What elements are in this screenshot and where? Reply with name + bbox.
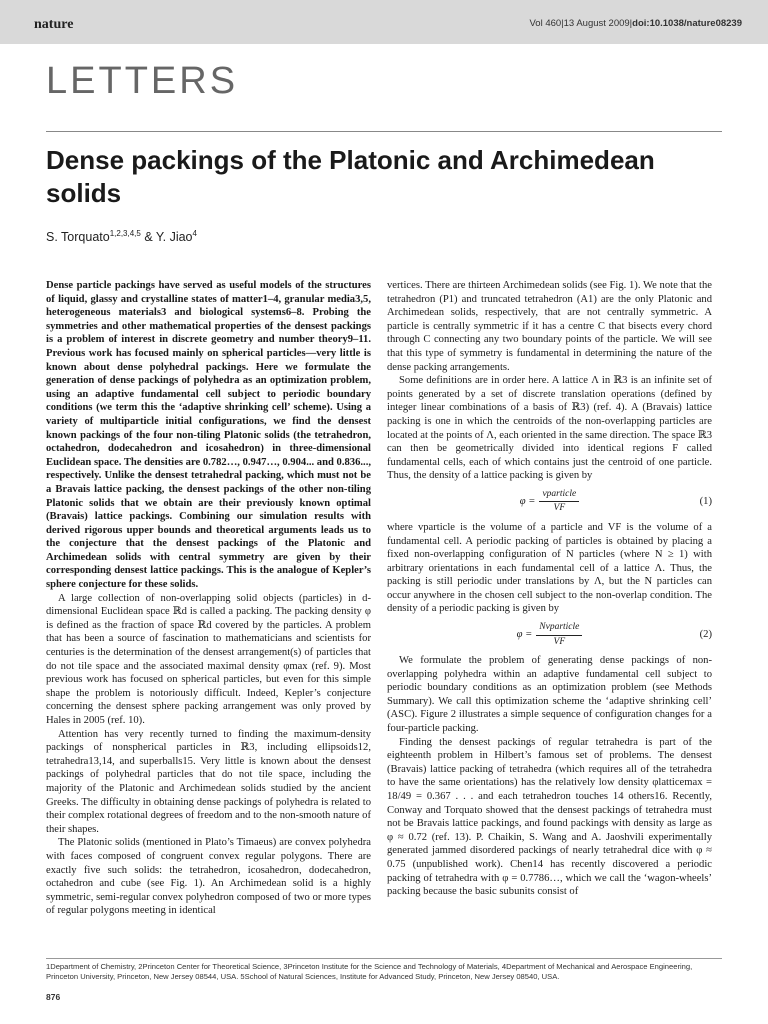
author-2-affiliations: 4 xyxy=(192,229,197,238)
body-paragraph: where vparticle is the volume of a particle and VF is the volume of a fundamental cell. A periodic packing of particles is obtained by placing a fixed non-overlapping configuration of N particles (where N ≥ 1) with arbitrary orientations in each fundamental cell of a lattice Λ. Thus, the packing is still periodic under translations by Λ, but the N particles can occur anywhere in the chosen cell subject to the non-overlap condition. The density of a periodic packing is given by xyxy=(387,521,712,615)
page-number: 876 xyxy=(46,992,61,1002)
equation-number: (1) xyxy=(699,495,712,507)
fraction-numerator: vparticle xyxy=(539,488,579,503)
author-1: S. Torquato xyxy=(46,230,110,245)
equation-2 xyxy=(387,618,712,652)
equation-1 xyxy=(387,485,712,519)
abstract: Dense particle packings have served as useful models of the structures of liquid, glassy and crystalline states of matter1–4, granular media3,5, heterogeneous materials3 and biological systems6–8. Probing the symmetries and other mathematical properties of the densest packings is a problem of interest in discrete geometry and number theory9–11. Previous work has focused mainly on spherical particles—very little is known about dense polyhedral packings. Here we formulate the generation of dense packings of polyhedra as an optimization problem, using an adaptive fundamental cell subject to periodic boundary conditions (we term this the ‘adaptive shrinking cell’ scheme). Using a variety of multiparticle initial configurations, we find the densest known packings of the four non-tiling Platonic solids (the tetrahedron, octahedron, dodecahedron and icosahedron) in three-dimensional Euclidean space. The densities are 0.782…, 0.947…, 0.904... and 0.836..., respectively. Unlike the densest tetrahedral packing, which must not be a Bravais lattice packing, the densest packings of the other non-tiling Platonic solids that we obtain are their previously known optimal (Bravais) lattice packings. Combining our simulation results with derived rigorous upper bounds and theoretical arguments leads us to the conjecture that the densest packings of the Platonic and Archimedean solids with central symmetry are given by their corresponding densest lattice packings. This is the analogue of Kepler’s sphere conjecture for these solids. xyxy=(46,280,371,591)
affiliations-footnote: 1Department of Chemistry, 2Princeton Center for Theoretical Science, 3Princeton Institute for the Science and Technology of Materials, 4Department of Mechanical and Aerospace Engineering, Princeton University, Princeton, New Jersey 08544, USA. 5School of Natural Sciences, Institute for Advanced Study, Princeton, New Jersey 08540, USA. xyxy=(46,962,693,981)
equation-lhs: φ = xyxy=(516,629,533,641)
journal-logo: nature xyxy=(34,17,74,32)
body-paragraph: vertices. There are thirteen Archimedean solids (see Fig. 1). We note that the tetrahedron (P1) and truncated tetrahedron (A1) are the only Platonic and Archimedean solids, respectively, that are not centrally symmetric. A particle is centrally symmetric if it has a centre C that bisects every chord through C connecting any two boundary points of the particle. We will see that this type of symmetry is fundamental in determining the nature of the dense packing arrangements. xyxy=(387,280,712,373)
body-paragraph: Attention has very recently turned to finding the maximum-density packings of nonspherical particles in ℝ3, including ellipsoids12, tetrahedra13,14, and superballs15. Very little is known about the densest packings of polyhedral particles that do not tile space, including the majority of the Platonic and Archimedean solids studied by the ancient Greeks. The difficulty in obtaining dense packings of polyhedra is related to their complex rotational degrees of freedom and to the non-smooth nature of their shapes. xyxy=(46,728,371,835)
article-title: Dense packings of the Platonic and Archimedean solids xyxy=(46,145,655,208)
author-separator: & xyxy=(140,230,156,245)
author-list xyxy=(46,229,197,244)
body-paragraph: A large collection of non-overlapping solid objects (particles) in d-dimensional Euclidean space ℝd is called a packing. The packing density φ is defined as the fraction of space ℝd covered by the particles. A problem that has been a source of fascination to mathematicians and scientists for centuries is the determination of the densest arrangement(s) of particles that do not tile space and the associated maximal density φmax (ref. 9). Most previous work has focused on spherical particles, but even for this simple shape the problem is notoriously difficult. Indeed, Kepler’s conjecture concerning the densest sphere packing arrangement was only proved by Hales in 2005 (ref. 10). xyxy=(46,592,371,726)
journal-header-bar xyxy=(0,0,768,44)
issue-volume-date: Vol 460|13 August 2009| xyxy=(529,18,633,29)
equation-lhs: φ = xyxy=(519,496,536,508)
author-1-affiliations: 1,2,3,4,5 xyxy=(109,229,141,238)
footnote-rule xyxy=(46,958,722,959)
body-paragraph: The Platonic solids (mentioned in Plato’s Timaeus) are convex polyhedra with faces composed of congruent convex regular polygons. There are exactly five such solids: the tetrahedron, icosahedron, dodecahedron, octahedron and cube (see Fig. 1). An Archimedean solid is a highly symmetric, semi-regular convex polyhedron composed of two or more types of regular polygons meeting in identical xyxy=(46,837,371,917)
fraction-denominator: VF xyxy=(553,636,566,647)
fraction-numerator: Nvparticle xyxy=(536,621,582,636)
right-column xyxy=(387,279,712,899)
body-paragraph: Some definitions are in order here. A lattice Λ in ℝ3 is an infinite set of points generated by a set of discrete translation operations (defined by integer linear combinations of a basis of ℝ3) (ref. 4). A (Bravais) lattice packing is one in which the centroids of the non-overlapping particles are located at the points of Λ, each oriented in the same direction. The space ℝ3 can then be geometrically divided into identical regions F called fundamental cells, each of which contains just the centroid of one particle. Thus, the density of a lattice packing is given by xyxy=(387,375,712,482)
equation-fraction xyxy=(539,488,579,516)
left-column xyxy=(46,279,371,918)
body-paragraph: We formulate the problem of generating dense packings of non-overlapping polyhedra within an adaptive fundamental cell subject to periodic boundary conditions as an optimization problem (see Methods Summary). We call this optimization scheme the ‘adaptive shrinking cell’ (ASC). Figure 2 illustrates a simple sequence of configuration changes for a four-particle packing. xyxy=(387,655,712,735)
issue-info xyxy=(529,18,742,29)
author-2: Y. Jiao xyxy=(155,230,193,245)
section-heading: LETTERS xyxy=(46,60,239,102)
body-paragraph: Finding the densest packings of regular tetrahedra is part of the eighteenth problem in Hilbert’s famous set of problems. The densest (Bravais) lattice packing of tetrahedra (which requires all of the tetrahedra to have the same orientations) has the relatively low density φlatticemax = 18/49 = 0.367 . . . and each tetrahedron touches 14 others16. Recently, Conway and Torquato showed that the densest packings of tetrahedra must not be Bravais lattice packings, and found packings with density as large as φ ≈ 0.72 (ref. 13). P. Chaikin, S. Wang and A. Jaoshvili experimentally generated jammed disordered packings of nearly tetrahedral dice with φ ≈ 0.75 (unpublished work). Chen14 has recently discovered a periodic packing of tetrahedra with φ = 0.7786…, which we call the ‘wagon-wheels’ packing because the basic subunits consist of xyxy=(387,736,712,898)
equation-number: (2) xyxy=(699,629,712,641)
doi: doi:10.1038/nature08239 xyxy=(632,18,742,29)
fraction-denominator: VF xyxy=(553,503,566,514)
section-rule xyxy=(46,131,722,132)
equation-fraction xyxy=(536,621,582,649)
